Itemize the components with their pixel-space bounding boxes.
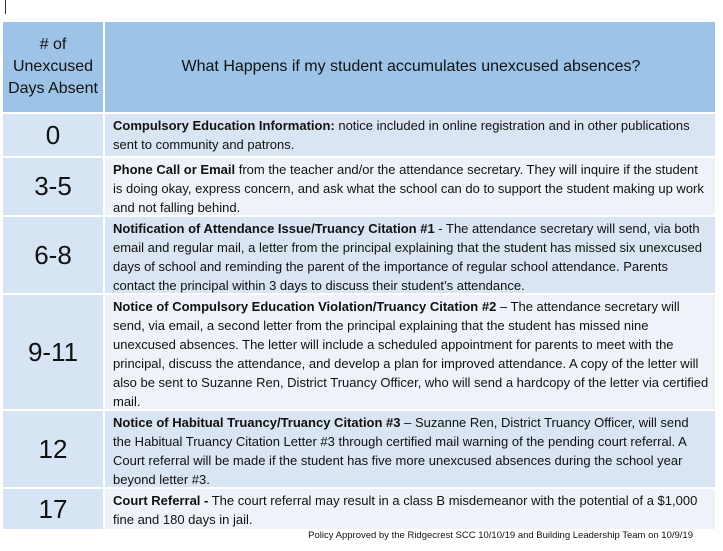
days-cell: [3, 217, 105, 293]
days-value: 6-8: [34, 239, 72, 270]
days-cell: [3, 411, 105, 487]
days-cell: [3, 114, 105, 156]
table-row: [3, 158, 715, 217]
description-cell: [105, 295, 715, 409]
absence-policy-table: [2, 22, 715, 531]
table-row: [3, 411, 715, 489]
days-value: 17: [38, 493, 68, 524]
table-row: [3, 489, 715, 531]
step-title: Court Referral -: [113, 493, 209, 508]
description-cell: [105, 411, 715, 487]
table-header-row: [3, 22, 715, 114]
step-title: Phone Call or Email: [113, 162, 236, 177]
days-column-header: [3, 22, 105, 112]
days-value: 9-11: [27, 336, 79, 367]
table-row: [3, 295, 715, 411]
step-title: Notice of Compulsory Education Violation/Truancy Citation #2: [113, 299, 497, 314]
days-value: 12: [38, 433, 68, 464]
policy-approval-note: Policy Approved by the Ridgecrest SCC 10/10/19 and Building Leadership Team on 10/9/19: [308, 530, 693, 541]
step-description: The court referral may result in a class B misdemeanor with the potential of a $1,000 fine and 180 days in jail.: [113, 493, 698, 527]
description-cell: [105, 489, 715, 529]
days-column-label: # of Unexcused Days Absent: [8, 36, 98, 97]
table-title: What Happens if my student accumulates unexcused absences?: [181, 58, 641, 75]
step-description: from the teacher and/or the attendance secretary. They will inquire if the student is doing okay, express concern, and ask what the school can do to support the student making up work and not falling behind.: [113, 162, 704, 215]
days-cell: [3, 158, 105, 215]
days-cell: [3, 489, 105, 529]
step-description: - The attendance secretary will send, via both email and regular mail, a letter from the principal explaining that the student has missed six unexcused days of school and reminding the parent of the importance of regular school attendance. Parents contact the principal within 3 days to discuss their student’s attendance.: [113, 221, 702, 293]
step-description: – Suzanne Ren, District Truancy Officer, will send the Habitual Truancy Citation Letter #3 through certified mail warning of the pending court referral. A Court referral will be made if the student has five more unexcused absences during the school year beyond letter #3.: [113, 415, 689, 487]
step-description: – The attendance secretary will send, via email, a second letter from the principal explaining that the student has missed nine unexcused absences. The letter will include a scheduled appointment for parents to meet with the principal, discuss the attendance, and develop a plan for improved attendance. A copy of the letter will also be sent to Suzanne Ren, District Truancy Officer, who will send a hardcopy of the letter via certified mail.: [113, 299, 709, 409]
table-row: [3, 217, 715, 295]
table-row: [3, 114, 715, 158]
step-title: Compulsory Education Information:: [113, 118, 335, 133]
step-description: notice included in online registration and in other publications sent to community and patrons.: [113, 118, 690, 152]
step-title: Notice of Habitual Truancy/Truancy Citation #3: [113, 415, 401, 430]
step-title: Notification of Attendance Issue/Truancy Citation #1: [113, 221, 435, 236]
description-cell: [105, 217, 715, 293]
days-value: 0: [45, 119, 61, 150]
description-cell: [105, 114, 715, 156]
text-cursor: [5, 0, 6, 14]
days-value: 3-5: [34, 171, 72, 201]
days-cell: [3, 295, 105, 409]
description-cell: [105, 158, 715, 215]
consequence-column-header: [105, 22, 715, 112]
